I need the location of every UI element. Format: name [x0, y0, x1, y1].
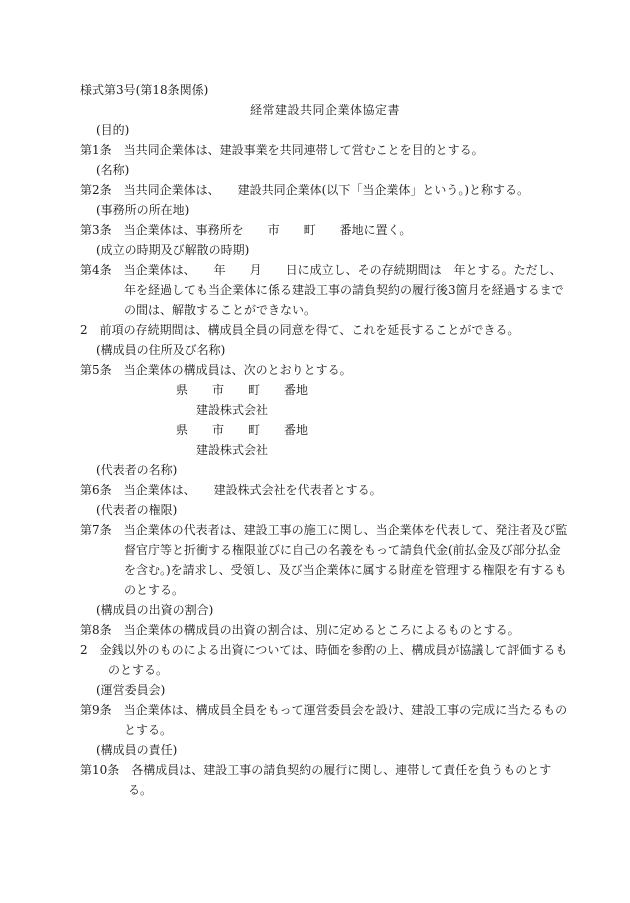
- member-2-address: 県 市 町 番地: [176, 423, 309, 437]
- form-label: 様式第3号(第18条関係): [80, 83, 209, 97]
- heading-purpose: (目的): [96, 123, 130, 137]
- article-5: 第5条 当企業体の構成員は、次のとおりとする。: [80, 363, 352, 377]
- article-7: 第7条 当企業体の代表者は、建設工事の施工に関し、当企業体を代表して、発注者及び監督官庁等と折衝する権限並びに自己の名義をもって請負代金(前払金及び部分払金を含む。)を請求し、受領し、及び当企業体に属する財産を管理する権限を有するものとする。: [80, 523, 568, 597]
- article-3: 第3条 当企業体は、事務所を 市 町 番地に置く。: [80, 223, 412, 237]
- document-title: 経常建設共同企業体協定書: [249, 103, 400, 117]
- heading-liability: (構成員の責任): [96, 743, 178, 757]
- heading-office: (事務所の所在地): [96, 203, 190, 217]
- heading-name: (名称): [96, 163, 130, 177]
- heading-period: (成立の時期及び解散の時期): [96, 243, 250, 257]
- article-4-paragraph-2: 2 前項の存続期間は、構成員全員の同意を得て、これを延長することができる。: [80, 323, 520, 337]
- member-1-name: 建設株式会社: [196, 403, 269, 417]
- article-2: 第2条 当共同企業体は、 建設共同企業体(以下「当企業体」という。)と称する。: [80, 183, 530, 197]
- heading-capital: (構成員の出資の割合): [96, 603, 214, 617]
- heading-representative-power: (代表者の権限): [96, 503, 178, 517]
- article-9: 第9条 当企業体は、構成員全員をもって運営委員会を設け、建設工事の完成に当たるものとする。: [80, 703, 568, 737]
- article-8: 第8条 当企業体の構成員の出資の割合は、別に定めるところによるものとする。: [80, 623, 520, 637]
- article-6: 第6条 当企業体は、 建設株式会社を代表者とする。: [80, 483, 382, 497]
- heading-members: (構成員の住所及び名称): [96, 343, 226, 357]
- heading-representative-name: (代表者の名称): [96, 463, 178, 477]
- article-1: 第1条 当共同企業体は、建設事業を共同連帯して営むことを目的とする。: [80, 143, 484, 157]
- article-8-paragraph-2: 2 金銭以外のものによる出資については、時価を参酌の上、構成員が協議して評価するものとする。: [80, 643, 568, 677]
- heading-committee: (運営委員会): [96, 683, 166, 697]
- member-1-address: 県 市 町 番地: [176, 383, 309, 397]
- member-2-name: 建設株式会社: [196, 443, 269, 457]
- article-10: 第10条 各構成員は、建設工事の請負契約の履行に関し、連帯して責任を負うものとする。: [80, 763, 552, 797]
- article-4: 第4条 当企業体は、 年 月 日に成立し、その存続期間は 年とする。ただし、 年を経過しても当企業体に係る建設工事の請負契約の履行後3箇月を経過するまでの間は、解散することができない。: [80, 263, 568, 317]
